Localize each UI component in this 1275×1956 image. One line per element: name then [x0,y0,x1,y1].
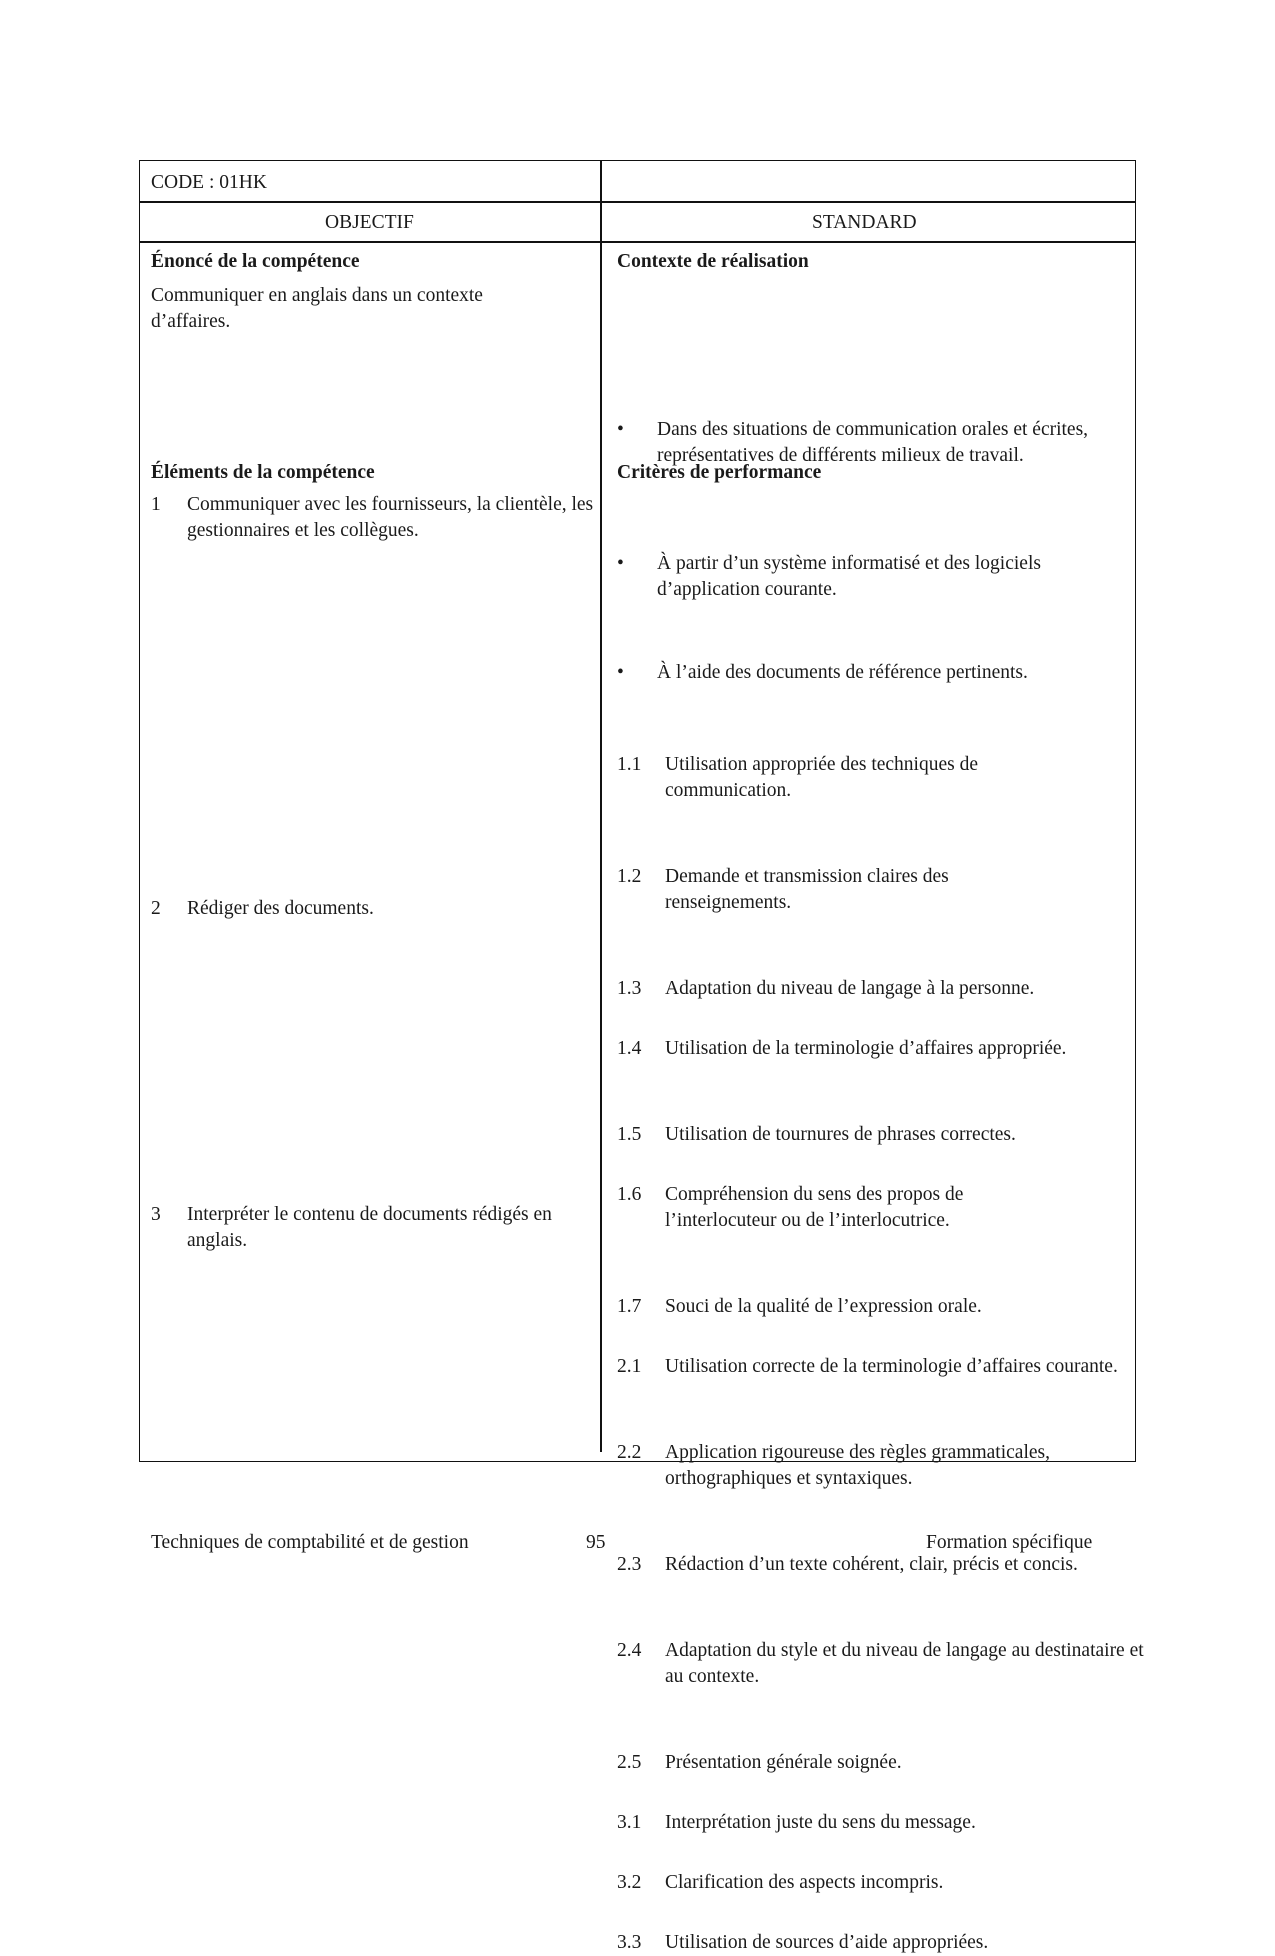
element-number: 2 [151,898,161,919]
critere-text: Souci de la qualité de l’expression orale. [665,1296,982,1317]
critere-text: Utilisation correcte de la terminologie d’affaires courante. [665,1356,1118,1377]
column-divider [600,160,602,1452]
contexte-item [617,660,1147,686]
bullet-icon: • [617,553,624,574]
page-number: 95 [586,1532,606,1553]
critere-item [617,1440,1165,1492]
critere-number: 1.2 [617,866,642,887]
critere-number: 1.7 [617,1296,642,1317]
critere-text: Utilisation appropriée des techniques de communication. [665,754,978,801]
critere-text: Adaptation du niveau de langage à la personne. [665,978,1035,999]
critere-item [617,1354,1165,1380]
critere-text: Utilisation de sources d’aide appropriées. [665,1932,989,1953]
critere-number: 1.5 [617,1124,642,1145]
critere-item [617,976,1155,1002]
critere-number: 2.2 [617,1442,642,1463]
critere-item [617,1182,1075,1234]
column-header-standard: STANDARD [812,212,917,233]
critere-item [617,864,1065,916]
critere-text: Compréhension du sens des propos de l’interlocuteur ou de l’interlocutrice. [665,1184,964,1231]
critere-text: Utilisation de la terminologie d’affaires appropriée. [665,1038,1067,1059]
critere-item [617,1870,1155,1896]
critere-number: 3.1 [617,1812,642,1833]
critere-text: Application rigoureuse des règles grammaticales, orthographiques et syntaxiques. [665,1442,1050,1489]
critere-text: Présentation générale soignée. [665,1752,902,1773]
bullet-icon: • [617,662,624,683]
element-text: Rédiger des documents. [187,898,374,919]
critere-text: Interprétation juste du sens du message. [665,1812,976,1833]
critere-item [617,1638,1155,1690]
critere-item [617,1122,1155,1148]
critere-text: Adaptation du style et du niveau de langage au destinataire et au contexte. [665,1640,1144,1687]
elements-title: Éléments de la compétence [151,462,375,483]
table-frame [139,160,1136,1462]
footer-section: Formation spécifique [926,1532,1093,1553]
critere-number: 1.6 [617,1184,642,1205]
element-number: 1 [151,494,161,515]
critere-item [617,1294,1155,1320]
critere-text: Utilisation de tournures de phrases correctes. [665,1124,1016,1145]
enonce-text: Communiquer en anglais dans un contexte d’affaires. [151,285,483,332]
critere-item [617,1810,1155,1836]
column-header-objectif: OBJECTIF [325,212,414,233]
footer-program: Techniques de comptabilité et de gestion [151,1532,469,1553]
criteres-title: Critères de performance [617,462,822,483]
contexte-text: Dans des situations de communication orales et écrites, représentatives de différents milieux de travail. [657,419,1089,466]
course-code: CODE : 01HK [151,172,267,193]
critere-item [617,1750,1155,1776]
element-number: 3 [151,1204,161,1225]
critere-number: 1.3 [617,978,642,999]
critere-number: 2.1 [617,1356,642,1377]
critere-number: 2.4 [617,1640,642,1661]
element-text: Interpréter le contenu de documents rédigés en anglais. [187,1204,552,1251]
element-item [151,896,617,922]
critere-text: Demande et transmission claires des renseignements. [665,866,949,913]
element-text: Communiquer avec les fournisseurs, la clientèle, les gestionnaires et les collègues. [187,494,594,541]
critere-number: 3.3 [617,1932,642,1953]
contexte-item [617,551,1147,603]
critere-item [617,752,1085,804]
element-item [151,1202,567,1254]
critere-number: 2.5 [617,1752,642,1773]
row-divider-2 [139,241,1136,243]
contexte-text: À l’aide des documents de référence pertinents. [657,662,1028,683]
enonce-title: Énoncé de la compétence [151,251,360,272]
element-item [151,492,617,544]
critere-text: Clarification des aspects incompris. [665,1872,944,1893]
critere-number: 2.3 [617,1554,642,1575]
critere-text: Rédaction d’un texte cohérent, clair, précis et concis. [665,1554,1078,1575]
critere-number: 1.1 [617,754,642,775]
row-divider-1 [139,201,1136,203]
bullet-icon: • [617,419,624,440]
contexte-text: À partir d’un système informatisé et des logiciels d’application courante. [657,553,1041,600]
critere-item [617,1036,1085,1062]
contexte-title: Contexte de réalisation [617,251,809,272]
critere-number: 1.4 [617,1038,642,1059]
critere-item [617,1930,1155,1956]
critere-number: 3.2 [617,1872,642,1893]
